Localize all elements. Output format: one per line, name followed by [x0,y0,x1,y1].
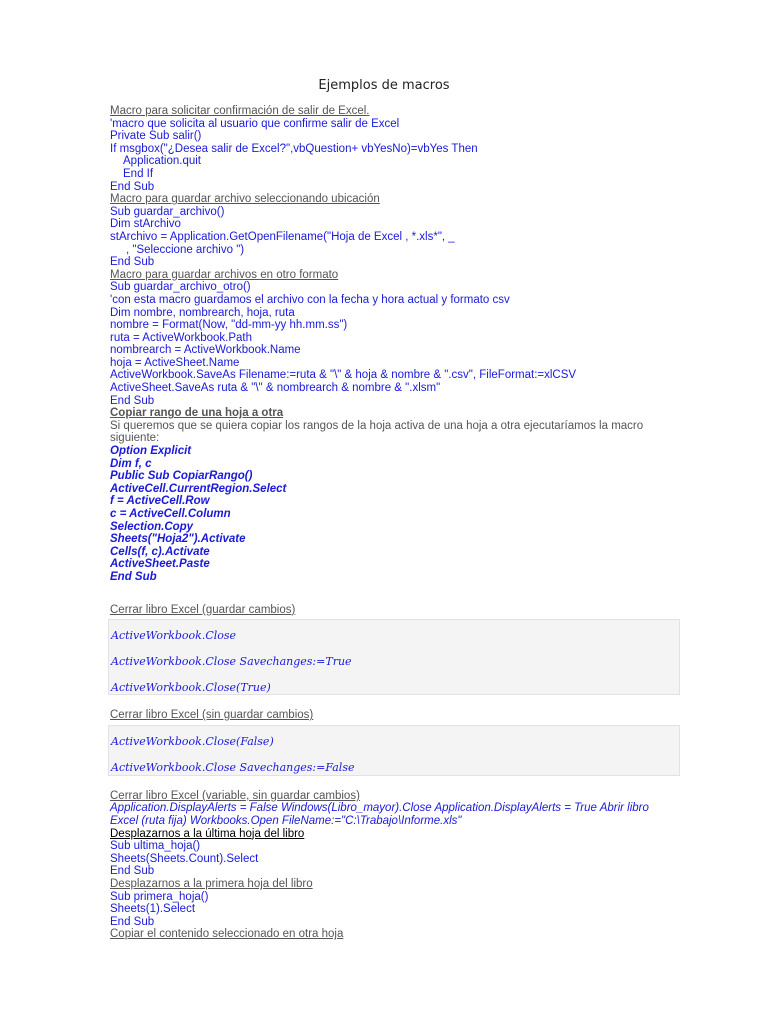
code-line: Private Sub salir() [110,130,202,143]
code-line: Sheets(1).Select [110,903,196,916]
code-line: Dim nombre, nombrearch, hoja, ruta [110,306,295,319]
section-heading-last-sheet: Desplazarnos a la última hoja del libro [110,827,305,840]
code-line: End Sub [110,915,155,928]
code-line: nombrearch = ActiveWorkbook.Name [110,344,301,357]
code-line: Cells(f, c).Activate [110,545,210,558]
code-line: Sheets(Sheets.Count).Select [110,852,259,865]
code-block [108,619,680,695]
code-line: 'macro que solicita al usuario que confirme salir de Excel [110,117,400,130]
code-line: End Sub [110,570,157,583]
code-line: Public Sub CopiarRango() [110,470,253,483]
code-line: 'con esta macro guardamos el archivo con la fecha y hora actual y formato csv [110,293,510,306]
code-line: nombre = Format(Now, "dd-mm-yy hh.mm.ss") [110,319,348,332]
code-line: Selection.Copy [110,520,194,533]
code-line: ActiveWorkbook.Close [111,629,237,643]
code-line: End Sub [110,180,155,193]
section-heading-close-variable: Cerrar libro Excel (variable, sin guardar cambios) [110,789,360,802]
code-line: c = ActiveCell.Column [110,508,231,520]
page-title: Ejemplos de macros [318,78,450,93]
code-line: stArchivo = Application.GetOpenFilename("Hoja de Excel , *.xls*", _ [110,230,455,243]
document-body [110,105,670,941]
code-line: ruta = ActiveWorkbook.Path [110,331,253,344]
code-line: ActiveSheet.SaveAs ruta & "\" & nombrearch & nombre & ".xlsm" [110,382,441,395]
code-line: ActiveWorkbook.SaveAs Filename:=ruta & "\" & hoja & nombre & ".csv", FileFormat:=xlCSV [110,369,577,382]
code-line: Sub ultima_hoja() [110,840,201,853]
code-line: ActiveWorkbook.Close(True) [111,681,271,695]
section-heading-first-sheet: Desplazarnos a la primera hoja del libro [110,877,313,890]
code-line: , "Seleccione archivo ") [126,243,245,256]
code-line: Dim f, c [110,457,152,470]
section-description: Si queremos que se quiera copiar los rangos de la hoja activa de una hoja a otra ejecutaríamos la macro siguiente: [110,419,644,445]
code-block [108,725,680,776]
code-line: End Sub [110,394,155,407]
code-line: Sub primera_hoja() [110,890,209,903]
section-heading-close-no-save: Cerrar libro Excel (sin guardar cambios) [110,709,314,722]
code-line: ActiveCell.CurrentRegion.Select [110,482,287,495]
code-line: Sub guardar_archivo_otro() [110,281,251,294]
section-heading-save-other-format: Macro para guardar archivos en otro formato [110,268,339,281]
code-line: f = ActiveCell.Row [110,495,210,508]
section-heading-copy-selection: Copiar el contenido seleccionado en otra hoja [110,928,344,941]
code-paragraph: Application.DisplayAlerts = False Windows(Libro_mayor).Close Application.DisplayAlerts = True Abrir libro Excel (ruta fija) Workbooks.Open FileName:="C:\Trabajo\Informe.xls" [110,802,649,827]
code-line: Sub guardar_archivo() [110,205,225,218]
section-heading-exit-confirmation: Macro para solicitar confirmación de salir de Excel. [110,105,370,117]
code-line: ActiveWorkbook.Close Savechanges:=True [111,655,352,669]
code-line: Dim stArchivo [110,218,181,231]
section-heading-close-save: Cerrar libro Excel (guardar cambios) [110,603,296,616]
code-line: ActiveWorkbook.Close(False) [111,734,274,748]
code-line: End Sub [110,865,155,878]
code-line: Application.quit [123,155,201,168]
code-line: End Sub [110,256,155,269]
code-line: hoja = ActiveSheet.Name [110,356,240,369]
section-heading-save-file: Macro para guardar archivo seleccionando ubicación [110,193,380,206]
code-line: End If [123,167,154,180]
code-line: Option Explicit [110,445,192,458]
code-line: Sheets("Hoja2").Activate [110,533,246,546]
code-line: ActiveSheet.Paste [110,558,210,571]
code-line: If msgbox("¿Desea salir de Excel?",vbQuestion+ vbYesNo)=vbYes Then [110,142,478,155]
section-heading-copy-range: Copiar rango de una hoja a otra [110,407,284,420]
code-line: ActiveWorkbook.Close Savechanges:=False [111,760,355,774]
